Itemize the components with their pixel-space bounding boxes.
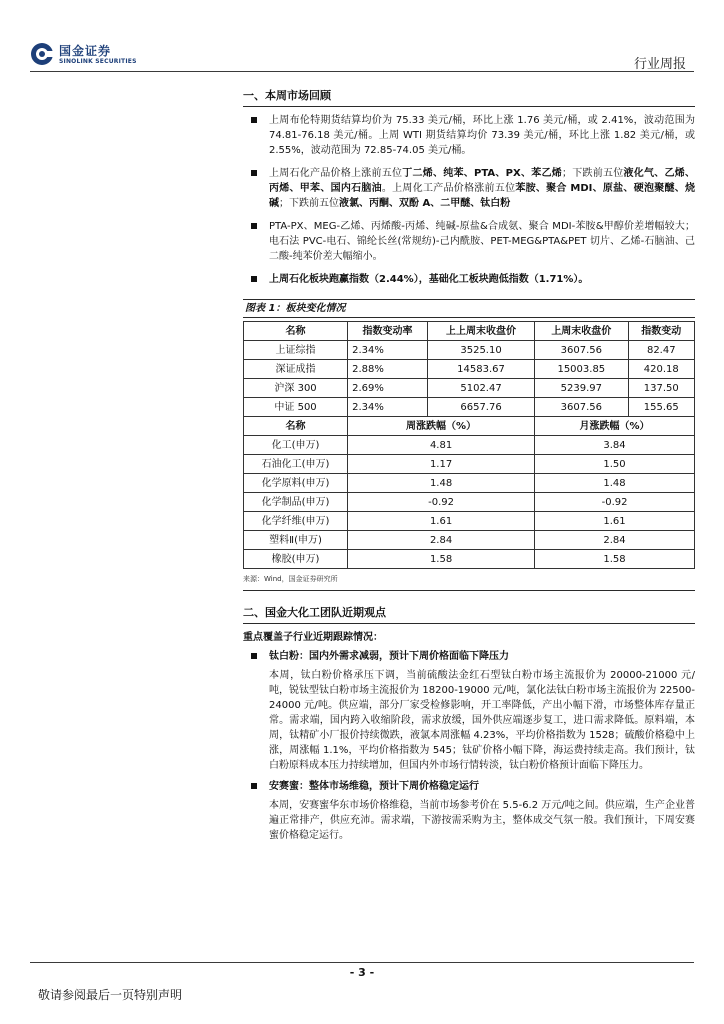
section-2-title: 二、国金大化工团队近期观点: [243, 605, 695, 624]
table-cell: 橡胶(申万): [244, 550, 348, 569]
table-header-cell: 名称: [244, 417, 348, 436]
table-cell: 塑料Ⅱ(申万): [244, 531, 348, 550]
table-cell: 5239.97: [535, 379, 629, 398]
bullet-square-icon: [251, 653, 257, 659]
company-logo: [30, 42, 137, 68]
bullet-spreads: [243, 219, 695, 264]
table-cell: 1.61: [348, 512, 535, 531]
table-cell: 1.58: [535, 550, 695, 569]
table-cell: 化学纤维(申万): [244, 512, 348, 531]
bullet-oil-price-text: 上周布伦特期货结算均价为 75.33 美元/桶，环比上涨 1.76 美元/桶，或 2.41%，波动范围为 74.81-76.18 美元/桶。上周 WTI 期货结算均价 73.39 美元/桶，环比上涨 1.82 美元/桶，或 2.55%，波动范围为 72.85-74.05 美元/桶。: [269, 115, 695, 156]
table-cell: 6657.76: [428, 398, 535, 417]
table-cell: 155.65: [628, 398, 694, 417]
logo-mark-icon: [30, 42, 54, 66]
footer-divider: [30, 962, 694, 963]
table-cell: 2.84: [535, 531, 695, 550]
main-content: [243, 88, 695, 849]
table-cell: 420.18: [628, 360, 694, 379]
table-cell: 沪深 300: [244, 379, 348, 398]
bullet-text-part: 上周石化产品价格上涨前五位: [269, 168, 403, 179]
table-row: [244, 341, 695, 360]
table-header-cell: 指数变动率: [348, 322, 428, 341]
bullet-acesulfame-title: [243, 779, 695, 794]
bullet-text-part: ；下跌前五位: [279, 198, 339, 209]
table-cell: 15003.85: [535, 360, 629, 379]
bullet-square-icon: [251, 783, 257, 789]
titanium-paragraph: 本周，钛白粉价格承压下调，当前硫酸法金红石型钛白粉市场主流报价为 20000-21000 元/吨，锐钛型钛白粉市场主流报价为 18200-19000 元/吨，氯化法钛白粉市场主流报价为 22500-24000 元/吨。供应端，部分厂家受检修影响，开工率降低，产出小幅下滑，市场整体库存量正常。需求端，国内跨入收缩阶段，需求放缓，国外供应端逐步复工，进口需求降低。原料端，本周，钛精矿小厂报价持续微跌，液氯本周涨幅 4.23%，平均价格指数为 1528；硫酸价格稳中上涨，周涨幅 1.1%，平均价格指数为 545；钛矿价格小幅下降，海运费持续走高。我们预计，钛白粉原料成本压力持续增加，但国内外市场行情转淡，钛白粉价格预计面临下降压力。: [269, 670, 695, 771]
table-cell: 14583.67: [428, 360, 535, 379]
bullet-bold-part: 苯胺、聚合 MDI、原盐、硬泡聚醚、烧碱: [269, 183, 696, 209]
bullet-sector-performance: [243, 272, 695, 287]
table-cell: 化工(申万): [244, 436, 348, 455]
table-cell: 3525.10: [428, 341, 535, 360]
table-header-row: [244, 417, 695, 436]
table-cell: 2.88%: [348, 360, 428, 379]
sector-change-table: [243, 321, 695, 569]
table-row: [244, 379, 695, 398]
table-header-cell: 上上周末收盘价: [428, 322, 535, 341]
table-cell: 2.69%: [348, 379, 428, 398]
header-divider: [30, 71, 694, 72]
table-cell: 2.34%: [348, 341, 428, 360]
bullet-bold-part: 丁二烯、纯苯、PTA、PX、苯乙烯: [402, 168, 562, 179]
table-cell: 137.50: [628, 379, 694, 398]
titanium-title-text: 钛白粉：国内外需求减弱，预计下周价格面临下降压力: [269, 651, 509, 662]
footer-disclaimer: 敬请参阅最后一页特别声明: [38, 988, 183, 1002]
table-cell: -0.92: [535, 493, 695, 512]
table-cell: 化学原料(申万): [244, 474, 348, 493]
table-row: [244, 512, 695, 531]
bullet-spreads-text: PTA-PX、MEG-乙烯、丙烯酸-丙烯、纯碱-原盐&合成氨、聚合 MDI-苯胺&甲醇价差增幅较大；电石法 PVC-电石、锦纶长丝(常规纺)-己内酰胺、PET-MEG&PTA&PET 切片、乙烯-石脑油、己二酸-纯苯价差大幅缩小。: [269, 221, 695, 262]
table-row: [244, 398, 695, 417]
figure-1-title: 图表 1：板块变化情况: [243, 299, 695, 318]
table-cell: 1.17: [348, 455, 535, 474]
logo-text-en: SINOLINK SECURITIES: [59, 58, 137, 65]
bullet-square-icon: [251, 223, 257, 229]
table-header-cell: 上周末收盘价: [535, 322, 629, 341]
table-row: [244, 436, 695, 455]
bullet-text-part: 。上周化工产品价格涨前五位: [381, 183, 516, 194]
table-cell: 1.61: [535, 512, 695, 531]
table-cell: 5102.47: [428, 379, 535, 398]
bullet-square-icon: [251, 117, 257, 123]
bullet-square-icon: [251, 170, 257, 176]
page-number: - 3 -: [349, 966, 375, 979]
table-header-cell: 名称: [244, 322, 348, 341]
table-cell: 3607.56: [535, 398, 629, 417]
table-row: [244, 474, 695, 493]
table-header-cell: 周涨跌幅（%）: [348, 417, 535, 436]
bullet-titanium-title: [243, 649, 695, 664]
bullet-text-part: ；下跌前五位: [561, 168, 624, 179]
table-source: 来源：Wind，国金证券研究所: [243, 572, 695, 591]
table-cell: 3607.56: [535, 341, 629, 360]
bullet-bold-part: 液化气、乙烯、丙烯、甲苯、国内石脑油: [269, 168, 695, 194]
bullet-oil-price: [243, 113, 695, 158]
table-cell: 化学制品(申万): [244, 493, 348, 512]
table-cell: 3.84: [535, 436, 695, 455]
table-cell: 4.81: [348, 436, 535, 455]
table-cell: 2.34%: [348, 398, 428, 417]
table-cell: 2.84: [348, 531, 535, 550]
table-header-cell: 月涨跌幅（%）: [535, 417, 695, 436]
table-cell: 1.50: [535, 455, 695, 474]
table-cell: 中证 500: [244, 398, 348, 417]
table-row: [244, 531, 695, 550]
table-cell: 1.48: [348, 474, 535, 493]
table-cell: 82.47: [628, 341, 694, 360]
acesulfame-title-text: 安赛蜜：整体市场维稳，预计下周价格稳定运行: [269, 781, 479, 792]
table-cell: 上证综指: [244, 341, 348, 360]
table-row: [244, 493, 695, 512]
table-cell: 石油化工(申万): [244, 455, 348, 474]
bullet-price-movers: [243, 166, 695, 211]
table-row: [244, 455, 695, 474]
table-cell: 深证成指: [244, 360, 348, 379]
section-1-title: 一、本周市场回顾: [243, 88, 695, 107]
tracking-subheading: 重点覆盖子行业近期跟踪情况：: [243, 632, 383, 643]
report-category: 行业周报: [633, 57, 686, 72]
table-cell: 1.48: [535, 474, 695, 493]
bullet-square-icon: [251, 276, 257, 282]
logo-text-cn: 国金证券: [59, 44, 112, 58]
acesulfame-paragraph: 本周，安赛蜜华东市场价格维稳，当前市场参考价在 5.5-6.2 万元/吨之间。供应端，生产企业普遍正常排产，供应充沛。需求端，下游按需采购为主，整体成交气氛一般。我们预计，下周安赛蜜价格稳定运行。: [269, 800, 695, 841]
table-header-cell: 指数变动: [628, 322, 694, 341]
table-row: [244, 360, 695, 379]
bullet-sector-performance-text: 上周石化板块跑赢指数（2.44%），基础化工板块跑低指数（1.71%）。: [269, 274, 589, 285]
table-row: [244, 550, 695, 569]
table-header-row: [244, 322, 695, 341]
table-cell: 1.58: [348, 550, 535, 569]
table-cell: -0.92: [348, 493, 535, 512]
bullet-bold-part: 液氯、丙酮、双酚 A、二甲醚、钛白粉: [339, 198, 511, 209]
